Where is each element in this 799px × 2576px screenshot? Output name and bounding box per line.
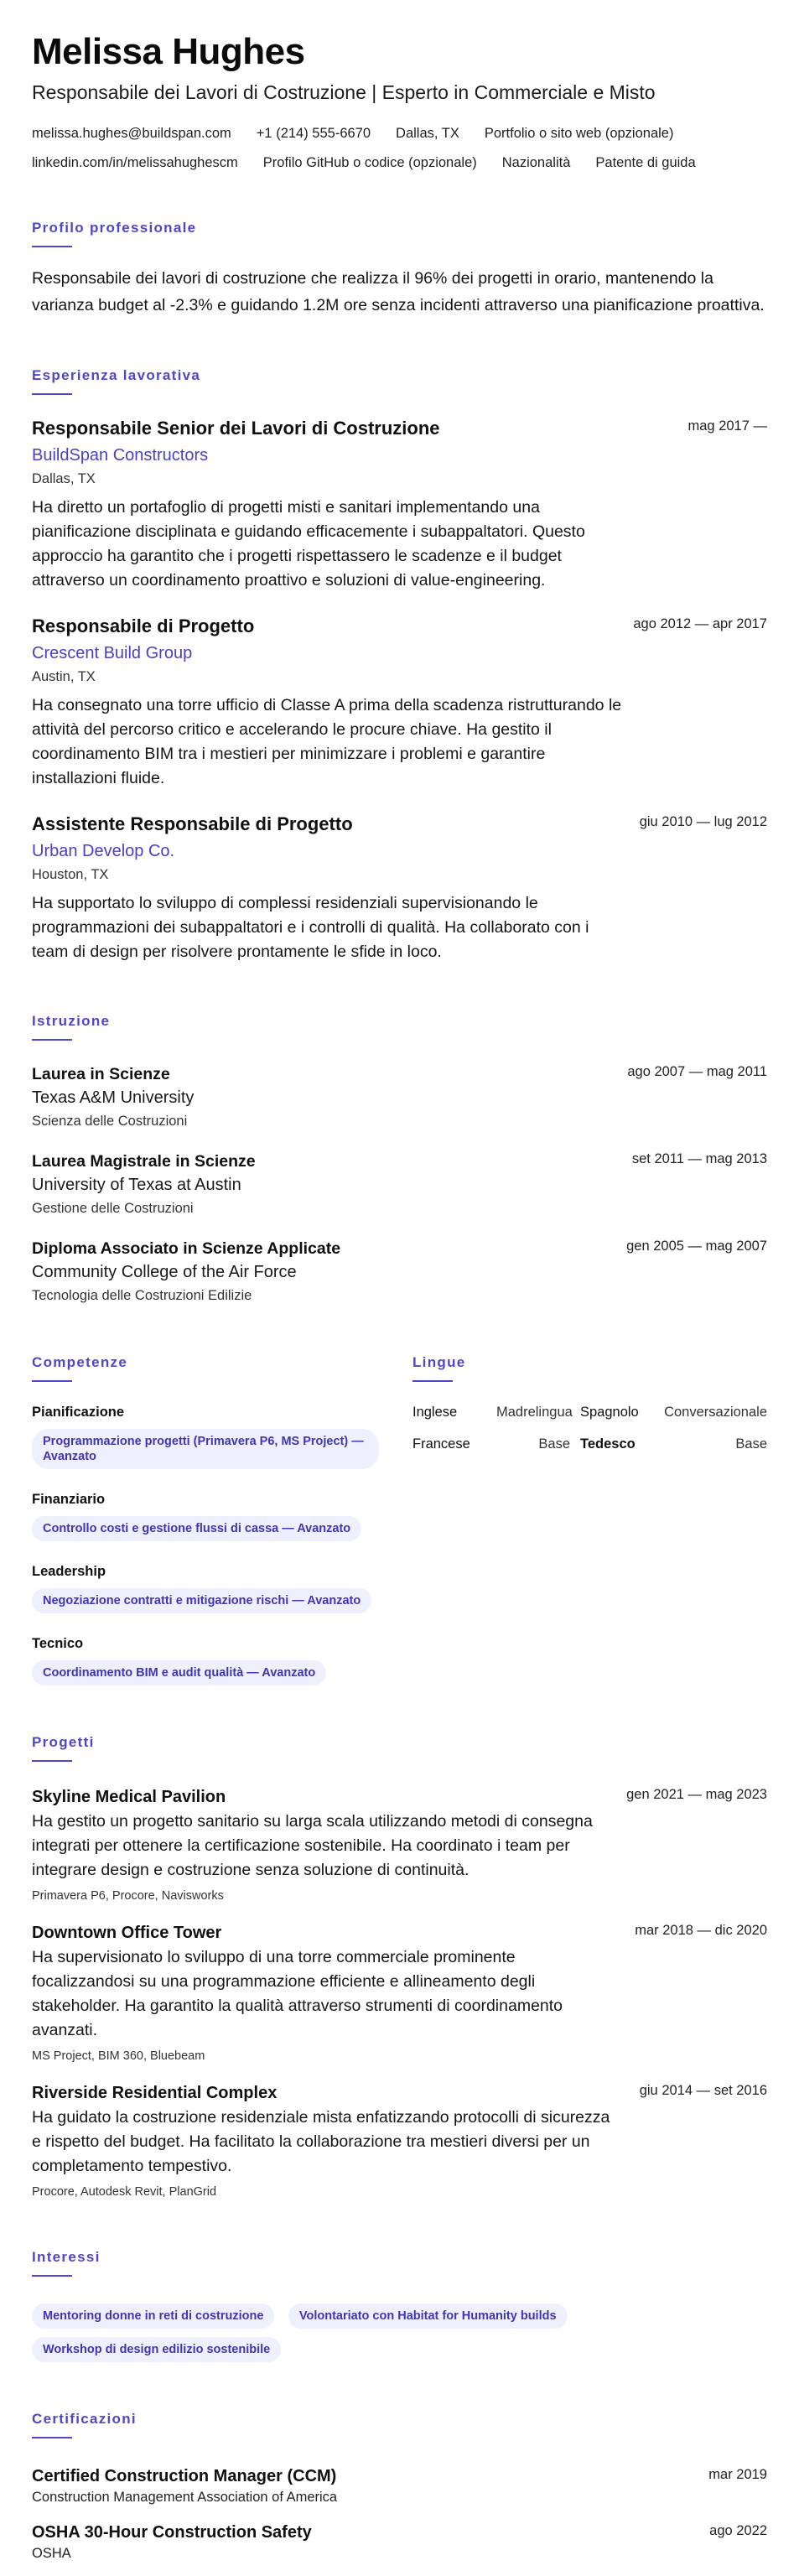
project-tools: MS Project, BIM 360, Bluebeam — [32, 2049, 205, 2063]
project-entry — [32, 1787, 767, 1904]
job-entry — [32, 417, 767, 593]
section-title-certifications: Certificazioni — [32, 2411, 137, 2427]
candidate-name: Melissa Hughes — [32, 31, 305, 72]
project-description: Ha supervisionato lo sviluppo di una torre commerciale prominente focalizzandosi su una programmazione efficiente e allineamento degli stakeholder. Ha garantito la qualità attraverso strumenti di coordinamento avanzati. — [32, 1948, 563, 2039]
skills-section — [32, 1306, 412, 1685]
job-entry — [32, 615, 767, 791]
skill-category-name: Tecnico — [32, 1636, 84, 1651]
language-list — [412, 1404, 767, 1452]
section-title-education: Istruzione — [32, 1013, 111, 1029]
section-title-skills: Competenze — [32, 1354, 128, 1370]
certification-name: Certified Construction Manager (CCM) — [32, 2467, 337, 2485]
education-school: Texas A&M University — [32, 1088, 195, 1107]
job-date: ago 2012 — apr 2017 — [633, 616, 767, 631]
job-company: Crescent Build Group — [32, 644, 193, 662]
education-school: Community College of the Air Force — [32, 1263, 297, 1281]
skill-category-name: Finanziario — [32, 1492, 106, 1507]
project-date: mar 2018 — dic 2020 — [635, 1923, 767, 1938]
section-rule — [32, 246, 72, 247]
interest-list — [32, 2295, 602, 2362]
skill-chip: Negoziazione contratti e mitigazione rischi — Avanzato — [32, 1588, 371, 1613]
job-title: Responsabile Senior dei Lavori di Costruzione — [32, 418, 440, 439]
contact-phone[interactable]: +1 (214) 555-6670 — [256, 126, 371, 141]
project-date: giu 2014 — set 2016 — [639, 2083, 767, 2098]
section-rule — [32, 2437, 72, 2438]
interest-chip: Volontariato con Habitat for Humanity builds — [288, 2303, 568, 2329]
education-field: Tecnologia delle Costruzioni Edilizie — [32, 1288, 252, 1303]
certification-entry — [32, 2465, 767, 2506]
education-school: University of Texas at Austin — [32, 1176, 241, 1194]
experience-section — [32, 367, 767, 964]
section-title-interests: Interessi — [32, 2249, 101, 2265]
contact-nationality: Nazionalità — [501, 155, 571, 170]
language-name: Tedesco — [580, 1436, 636, 1452]
job-title: Responsabile di Progetto — [32, 615, 255, 636]
section-rule — [32, 1760, 72, 1762]
project-tools: Procore, Autodesk Revit, PlanGrid — [32, 2185, 217, 2199]
project-description: Ha gestito un progetto sanitario su larga scala utilizzando metodi di consegna integrati per ottenere la certificazione sostenibile. Ha coordinato i team per integrare design e costruzione senza soluzione di continuità. — [32, 1812, 593, 1879]
job-date: giu 2010 — lug 2012 — [639, 814, 767, 829]
interests-section — [32, 2249, 767, 2362]
contact-location: Dallas, TX — [396, 126, 459, 141]
language-level: Base — [538, 1436, 570, 1452]
language-level: Base — [735, 1436, 767, 1452]
certification-entry — [32, 2521, 767, 2563]
language-name: Inglese — [412, 1405, 458, 1420]
job-company: BuildSpan Constructors — [32, 446, 209, 465]
contact-portfolio[interactable]: Portfolio o sito web (opzionale) — [484, 126, 674, 141]
education-entry — [32, 1064, 767, 1131]
project-title: Riverside Residential Complex — [32, 2084, 278, 2102]
job-title: Assistente Responsabile di Progetto — [32, 813, 353, 834]
projects-section — [32, 1734, 767, 2200]
certification-date: mar 2019 — [708, 2467, 767, 2482]
job-entry — [32, 813, 767, 964]
project-tools: Primavera P6, Procore, Navisworks — [32, 1889, 224, 1903]
job-location: Houston, TX — [32, 867, 109, 882]
section-title-profile: Profilo professionale — [32, 220, 197, 236]
section-title-languages: Lingue — [412, 1354, 466, 1370]
education-date: gen 2005 — mag 2007 — [626, 1239, 767, 1254]
project-entry — [32, 2083, 767, 2200]
job-location: Austin, TX — [32, 669, 96, 684]
certification-issuer: Construction Management Association of America — [32, 2490, 338, 2505]
education-degree: Laurea in Scienze — [32, 1065, 170, 1083]
job-description: Ha supportato lo sviluppo di complessi residenziali supervisionando le programmazioni dei subappaltatori e i controlli di qualità. Ha collaborato con i team di design per risolvere prontamente le sfide in loco. — [32, 894, 589, 961]
profile-section — [32, 220, 767, 319]
project-title: Skyline Medical Pavilion — [32, 1788, 226, 1806]
section-title-projects: Progetti — [32, 1734, 95, 1750]
project-date: gen 2021 — mag 2023 — [626, 1787, 767, 1802]
job-location: Dallas, TX — [32, 471, 96, 486]
interest-chip: Mentoring donne in reti di costruzione — [32, 2303, 274, 2329]
section-rule — [412, 1380, 453, 1382]
section-rule — [32, 393, 72, 395]
skill-category-name: Pianificazione — [32, 1405, 125, 1420]
certifications-section — [32, 2411, 767, 2563]
skill-category-name: Leadership — [32, 1564, 106, 1579]
language-level: Madrelingua — [496, 1405, 573, 1420]
education-field: Gestione delle Costruzioni — [32, 1201, 194, 1216]
education-entry — [32, 1239, 767, 1306]
languages-section — [412, 1306, 767, 1685]
skill-chip: Programmazione progetti (Primavera P6, MS Project) — Avanzato — [32, 1429, 379, 1469]
contact-driving-license: Patente di guida — [595, 155, 696, 170]
language-level: Conversazionale — [664, 1405, 767, 1420]
education-entry — [32, 1151, 767, 1218]
job-company: Urban Develop Co. — [32, 842, 175, 860]
section-rule — [32, 2275, 72, 2277]
contact-linkedin[interactable]: linkedin.com/in/melissahughescm — [32, 155, 238, 170]
contact-list — [32, 125, 767, 171]
job-description: Ha consegnato una torre ufficio di Classe A prima della scadenza ristrutturando le attività del percorso critico e accelerando le procure chiave. Ha gestito il coordinamento BIM tra i mestieri per minimizzare i problemi e garantire installazioni fluide. — [32, 696, 622, 787]
certification-date: ago 2022 — [709, 2523, 767, 2538]
education-degree: Laurea Magistrale in Scienze — [32, 1152, 256, 1171]
language-name: Francese — [412, 1436, 470, 1452]
section-title-experience: Esperienza lavorativa — [32, 367, 201, 383]
education-date: set 2011 — mag 2013 — [631, 1151, 767, 1166]
section-rule — [32, 1039, 72, 1041]
education-section — [32, 1013, 767, 1306]
candidate-headline: Responsabile dei Lavori di Costruzione | Esperto in Commerciale e Misto — [32, 81, 656, 103]
section-rule — [32, 1380, 72, 1382]
project-entry — [32, 1923, 767, 2064]
resume-header — [32, 30, 767, 171]
skills-languages-row — [32, 1306, 767, 1685]
education-degree: Diploma Associato in Scienze Applicate — [32, 1239, 341, 1258]
job-date: mag 2017 — — [687, 418, 767, 434]
skill-chip: Controllo costi e gestione flussi di cassa — Avanzato — [32, 1516, 361, 1541]
contact-github[interactable]: Profilo GitHub o codice (opzionale) — [262, 155, 477, 170]
interest-chip: Workshop di design edilizio sostenibile — [32, 2337, 281, 2362]
certification-issuer: OSHA — [32, 2546, 71, 2561]
language-name: Spagnolo — [580, 1405, 639, 1420]
contact-email[interactable]: melissa.hughes@buildspan.com — [32, 126, 231, 141]
education-field: Scienza delle Costruzioni — [32, 1114, 188, 1129]
job-description: Ha diretto un portafoglio di progetti misti e sanitari implementando una pianificazione disciplinata e guidando efficacemente i subappaltatori. Questo approccio ha garantito che i progetti rispettassero le scadenze e il budget attraverso un coordinamento proattivo e soluzioni di value-engineering. — [32, 498, 585, 589]
project-title: Downtown Office Tower — [32, 1924, 222, 1942]
profile-summary: Responsabile dei lavori di costruzione che realizza il 96% dei progetti in orario, mantenendo la varianza budget al -2.3% e guidando 1.2M ore senza incidenti attraverso una pianificazione proattiva. — [32, 269, 765, 314]
education-date: ago 2007 — mag 2011 — [627, 1064, 767, 1079]
skill-chip: Coordinamento BIM e audit qualità — Avanzato — [32, 1660, 326, 1685]
project-description: Ha guidato la costruzione residenziale mista enfatizzando protocolli di sicurezza e rispetto del budget. Ha facilitato la collaborazione tra mestieri diversi per un completamento tempestivo. — [32, 2108, 610, 2175]
certification-name: OSHA 30-Hour Construction Safety — [32, 2523, 312, 2542]
